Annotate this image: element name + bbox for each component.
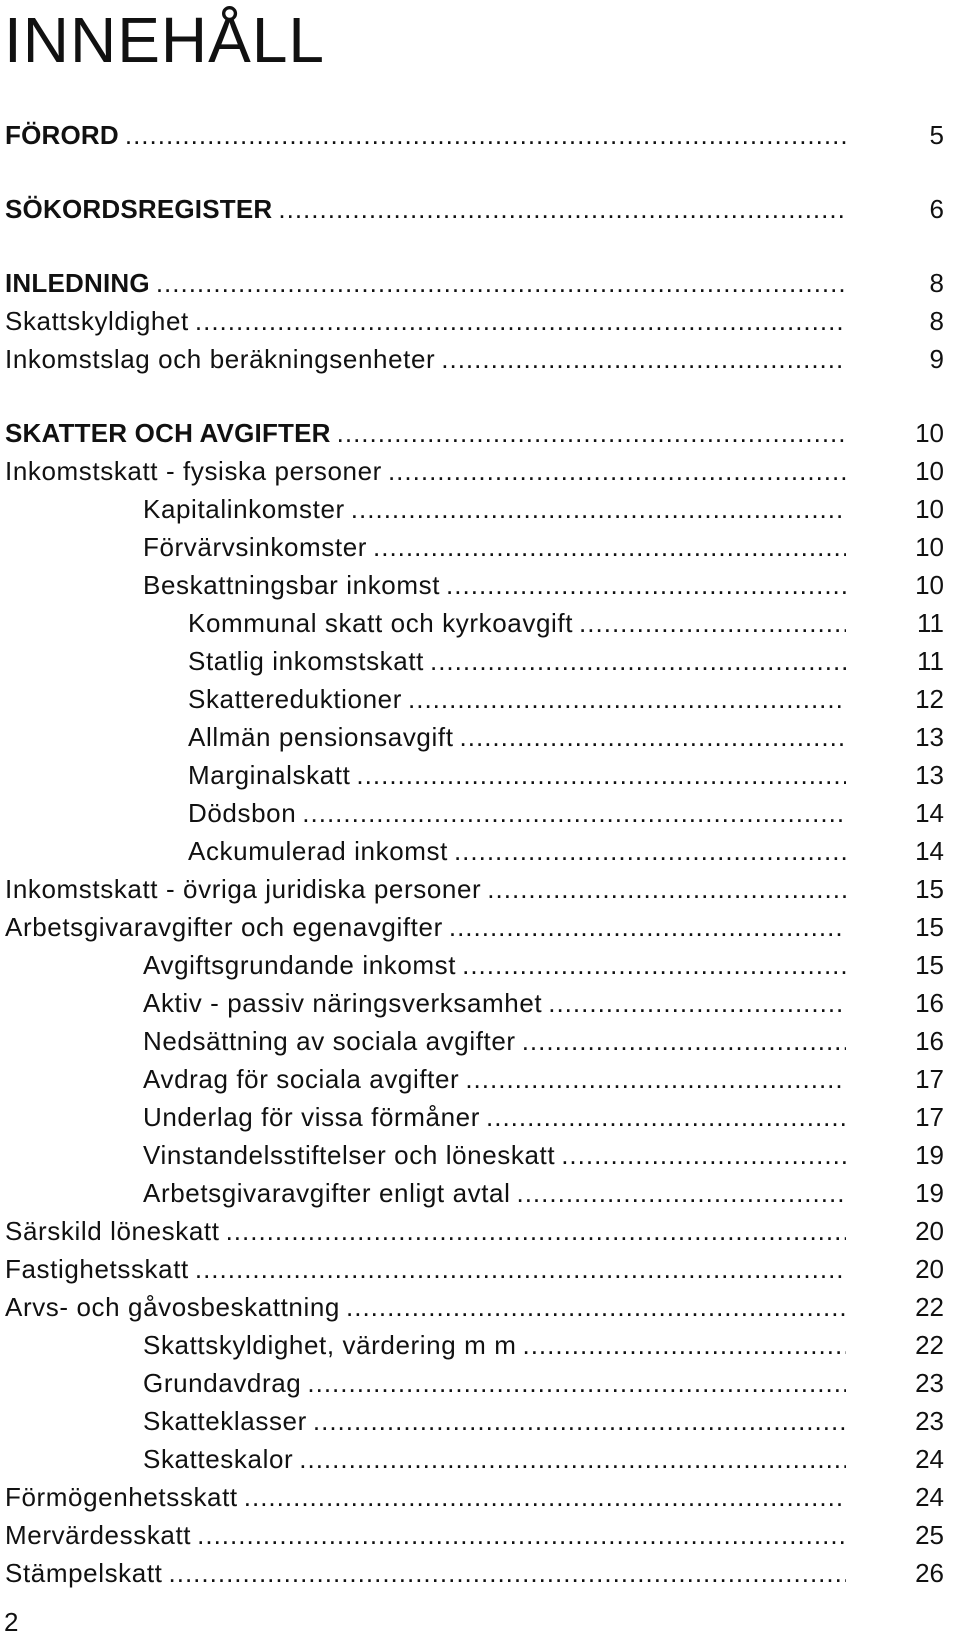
toc-entry-label-group: [143, 490, 846, 528]
toc-entry-page-number: 20: [915, 1216, 944, 1246]
toc-entry-title: Ackumulerad inkomst: [188, 836, 448, 866]
toc-entry-title: FÖRORD: [5, 120, 119, 150]
toc-entry-page-number: 14: [915, 836, 944, 866]
dot-leader: [388, 452, 846, 490]
page-title: INNEHÅLL: [4, 4, 325, 76]
toc-entry-title: Fastighetsskatt: [5, 1254, 189, 1284]
toc-entry-page-number: 16: [915, 988, 944, 1018]
toc-entry-label-group: [143, 1098, 846, 1136]
toc-entry[interactable]: [0, 1402, 960, 1440]
dot-leader: [197, 1516, 846, 1554]
table-of-contents: [0, 116, 960, 1628]
toc-entry-label-group: [188, 718, 846, 756]
toc-entry-title: INLEDNING: [5, 268, 150, 298]
toc-entry-title: Grundavdrag: [143, 1368, 302, 1398]
toc-section: [0, 116, 960, 154]
dot-leader: [548, 984, 846, 1022]
dot-leader: [307, 1364, 846, 1402]
toc-entry-page-number: 11: [917, 646, 944, 676]
toc-entry-label-group: [5, 1250, 846, 1288]
toc-entry-title: Inkomstslag och beräkningsenheter: [5, 344, 436, 374]
toc-entry-label-group: [143, 1136, 846, 1174]
dot-leader: [337, 414, 846, 452]
dot-leader: [408, 680, 846, 718]
toc-entry[interactable]: [0, 832, 960, 870]
dot-leader: [299, 1440, 846, 1478]
toc-entry-label-group: [188, 794, 846, 832]
toc-entry-label-group: [5, 1288, 846, 1326]
toc-entry-title: Särskild löneskatt: [5, 1216, 220, 1246]
dot-leader: [486, 1098, 846, 1136]
toc-entry-title: Arbetsgivaravgifter enligt avtal: [143, 1178, 511, 1208]
toc-entry-title: Vinstandelsstiftelser och löneskatt: [143, 1140, 556, 1170]
toc-entry-label-group: [5, 116, 846, 154]
toc-entry-title: Skatteklasser: [143, 1406, 307, 1436]
toc-entry-page-number: 20: [915, 1254, 944, 1284]
toc-entry[interactable]: [0, 1250, 960, 1288]
toc-entry-title: Underlag för vissa förmåner: [143, 1102, 480, 1132]
toc-entry-label-group: [5, 190, 846, 228]
toc-entry-label-group: [143, 984, 846, 1022]
toc-entry-page-number: 23: [915, 1368, 944, 1398]
dot-leader: [244, 1478, 846, 1516]
toc-entry[interactable]: [0, 984, 960, 1022]
dot-leader: [522, 1022, 846, 1060]
toc-entry-page-number: 22: [915, 1330, 944, 1360]
toc-entry-page-number: 8: [929, 268, 944, 298]
dot-leader: [449, 908, 846, 946]
toc-entry-title: Stämpelskatt: [5, 1558, 163, 1588]
toc-entry-label-group: [5, 1212, 846, 1250]
dot-leader: [302, 794, 846, 832]
toc-entry-title: Skattskyldighet, värdering m m: [143, 1330, 517, 1360]
dot-leader: [487, 870, 846, 908]
toc-entry-title: Marginalskatt: [188, 760, 351, 790]
toc-entry-page-number: 10: [915, 418, 944, 448]
toc-entry-label-group: [143, 946, 846, 984]
dot-leader: [226, 1212, 846, 1250]
toc-entry-page-number: 19: [915, 1178, 944, 1208]
toc-entry-title: Allmän pensionsavgift: [188, 722, 454, 752]
toc-entry-page-number: 13: [915, 760, 944, 790]
toc-entry[interactable]: [0, 1174, 960, 1212]
toc-entry-page-number: 15: [915, 874, 944, 904]
toc-entry-label-group: [5, 264, 846, 302]
toc-entry-label-group: [5, 452, 846, 490]
toc-heading-entry[interactable]: [0, 190, 960, 228]
toc-entry-title: Dödsbon: [188, 798, 297, 828]
toc-entry-page-number: 16: [915, 1026, 944, 1056]
toc-section: [0, 190, 960, 228]
toc-entry[interactable]: [0, 528, 960, 566]
toc-entry[interactable]: [0, 1098, 960, 1136]
toc-entry-title: Beskattningsbar inkomst: [143, 570, 441, 600]
dot-leader: [278, 190, 846, 228]
toc-entry[interactable]: [0, 1440, 960, 1478]
toc-entry-label-group: [143, 1022, 846, 1060]
page-number: 2: [4, 1607, 19, 1637]
toc-entry[interactable]: [0, 794, 960, 832]
toc-entry[interactable]: [0, 1136, 960, 1174]
dot-leader: [351, 490, 846, 528]
toc-entry-page-number: 25: [915, 1520, 944, 1550]
toc-entry-label-group: [188, 604, 846, 642]
toc-entry-title: Mervärdesskatt: [5, 1520, 192, 1550]
toc-entry[interactable]: [0, 1364, 960, 1402]
toc-entry-page-number: 19: [915, 1140, 944, 1170]
toc-section: [0, 414, 960, 1592]
toc-entry[interactable]: [0, 340, 960, 378]
toc-entry-title: Nedsättning av sociala avgifter: [143, 1026, 516, 1056]
dot-leader: [522, 1326, 846, 1364]
toc-entry-title: SKATTER OCH AVGIFTER: [5, 418, 331, 448]
toc-entry[interactable]: [0, 452, 960, 490]
toc-entry[interactable]: [0, 1326, 960, 1364]
toc-entry-title: Förvärvsinkomster: [143, 532, 368, 562]
toc-entry-title: Aktiv - passiv näringsverksamhet: [143, 988, 543, 1018]
toc-entry-label-group: [5, 870, 846, 908]
toc-entry[interactable]: [0, 1478, 960, 1516]
dot-leader: [561, 1136, 846, 1174]
toc-entry-page-number: 26: [915, 1558, 944, 1588]
dot-leader: [125, 116, 846, 154]
toc-entry-title: Arvs- och gåvosbeskattning: [5, 1292, 340, 1322]
toc-entry-title: Skatteskalor: [143, 1444, 294, 1474]
toc-entry[interactable]: [0, 870, 960, 908]
toc-entry-page-number: 10: [915, 570, 944, 600]
toc-entry-title: Kapitalinkomster: [143, 494, 345, 524]
toc-entry-label-group: [143, 1402, 846, 1440]
dot-leader: [446, 566, 846, 604]
toc-entry-label-group: [143, 1060, 846, 1098]
dot-leader: [441, 340, 846, 378]
toc-entry-page-number: 11: [917, 608, 944, 638]
toc-entry[interactable]: [0, 718, 960, 756]
toc-entry-label-group: [143, 1326, 846, 1364]
toc-entry-title: Avgiftsgrundande inkomst: [143, 950, 457, 980]
toc-entry-page-number: 5: [929, 120, 944, 150]
toc-entry-page-number: 10: [915, 456, 944, 486]
toc-entry-label-group: [143, 1364, 846, 1402]
toc-entry[interactable]: [0, 566, 960, 604]
dot-leader: [460, 718, 846, 756]
dot-leader: [579, 604, 846, 642]
toc-entry-label-group: [5, 1478, 846, 1516]
toc-heading-entry[interactable]: [0, 264, 960, 302]
toc-entry[interactable]: [0, 1554, 960, 1592]
toc-entry-page-number: 8: [929, 306, 944, 336]
dot-leader: [465, 1060, 846, 1098]
toc-entry-page-number: 13: [915, 722, 944, 752]
toc-entry-title: Skattereduktioner: [188, 684, 402, 714]
toc-entry-page-number: 22: [915, 1292, 944, 1322]
toc-entry[interactable]: [0, 604, 960, 642]
toc-entry-page-number: 10: [915, 494, 944, 524]
toc-entry-label-group: [143, 1440, 846, 1478]
toc-entry[interactable]: [0, 1060, 960, 1098]
dot-leader: [516, 1174, 846, 1212]
toc-entry[interactable]: [0, 1288, 960, 1326]
toc-entry-title: Statlig inkomstskatt: [188, 646, 424, 676]
toc-entry[interactable]: [0, 642, 960, 680]
toc-entry-page-number: 14: [915, 798, 944, 828]
toc-entry-page-number: 17: [915, 1102, 944, 1132]
toc-entry-page-number: 6: [929, 194, 944, 224]
dot-leader: [346, 1288, 846, 1326]
toc-entry-page-number: 10: [915, 532, 944, 562]
toc-entry-page-number: 24: [915, 1482, 944, 1512]
toc-entry[interactable]: [0, 680, 960, 718]
toc-entry-label-group: [143, 1174, 846, 1212]
toc-entry-page-number: 23: [915, 1406, 944, 1436]
toc-entry-page-number: 24: [915, 1444, 944, 1474]
toc-heading-entry[interactable]: [0, 414, 960, 452]
dot-leader: [313, 1402, 846, 1440]
toc-entry-title: Avdrag för sociala avgifter: [143, 1064, 460, 1094]
toc-entry-label-group: [5, 340, 846, 378]
dot-leader: [462, 946, 846, 984]
toc-entry-title: Inkomstskatt - fysiska personer: [5, 456, 382, 486]
dot-leader: [430, 642, 846, 680]
toc-section: [0, 264, 960, 378]
toc-entry-title: Inkomstskatt - övriga juridiska personer: [5, 874, 482, 904]
dot-leader: [156, 264, 846, 302]
toc-entry-title: Kommunal skatt och kyrkoavgift: [188, 608, 574, 638]
dot-leader: [356, 756, 846, 794]
toc-entry-label-group: [143, 566, 846, 604]
toc-entry-label-group: [5, 908, 846, 946]
toc-entry[interactable]: [0, 1022, 960, 1060]
toc-entry-page-number: 15: [915, 912, 944, 942]
toc-entry-label-group: [5, 302, 846, 340]
dot-leader: [373, 528, 846, 566]
toc-entry-title: Skattskyldighet: [5, 306, 189, 336]
toc-entry-label-group: [188, 680, 846, 718]
toc-entry-page-number: 17: [915, 1064, 944, 1094]
dot-leader: [454, 832, 846, 870]
toc-entry-label-group: [188, 756, 846, 794]
toc-entry-label-group: [188, 832, 846, 870]
dot-leader: [195, 302, 846, 340]
dot-leader: [169, 1554, 847, 1592]
dot-leader: [195, 1250, 846, 1288]
toc-entry-page-number: 9: [929, 344, 944, 374]
toc-entry-page-number: 12: [915, 684, 944, 714]
toc-entry-page-number: 15: [915, 950, 944, 980]
toc-heading-entry[interactable]: [0, 116, 960, 154]
toc-entry[interactable]: [0, 946, 960, 984]
toc-entry-label-group: [188, 642, 846, 680]
toc-entry-label-group: [5, 1554, 846, 1592]
toc-entry[interactable]: [0, 490, 960, 528]
toc-entry[interactable]: [0, 1212, 960, 1250]
toc-entry-title: Förmögenhetsskatt: [5, 1482, 238, 1512]
toc-entry[interactable]: [0, 1516, 960, 1554]
toc-entry-title: Arbetsgivaravgifter och egenavgifter: [5, 912, 443, 942]
toc-entry-label-group: [5, 1516, 846, 1554]
toc-entry[interactable]: [0, 756, 960, 794]
toc-entry-label-group: [5, 414, 846, 452]
toc-entry[interactable]: [0, 908, 960, 946]
toc-entry-title: SÖKORDSREGISTER: [5, 194, 273, 224]
toc-entry-label-group: [143, 528, 846, 566]
toc-entry[interactable]: [0, 302, 960, 340]
